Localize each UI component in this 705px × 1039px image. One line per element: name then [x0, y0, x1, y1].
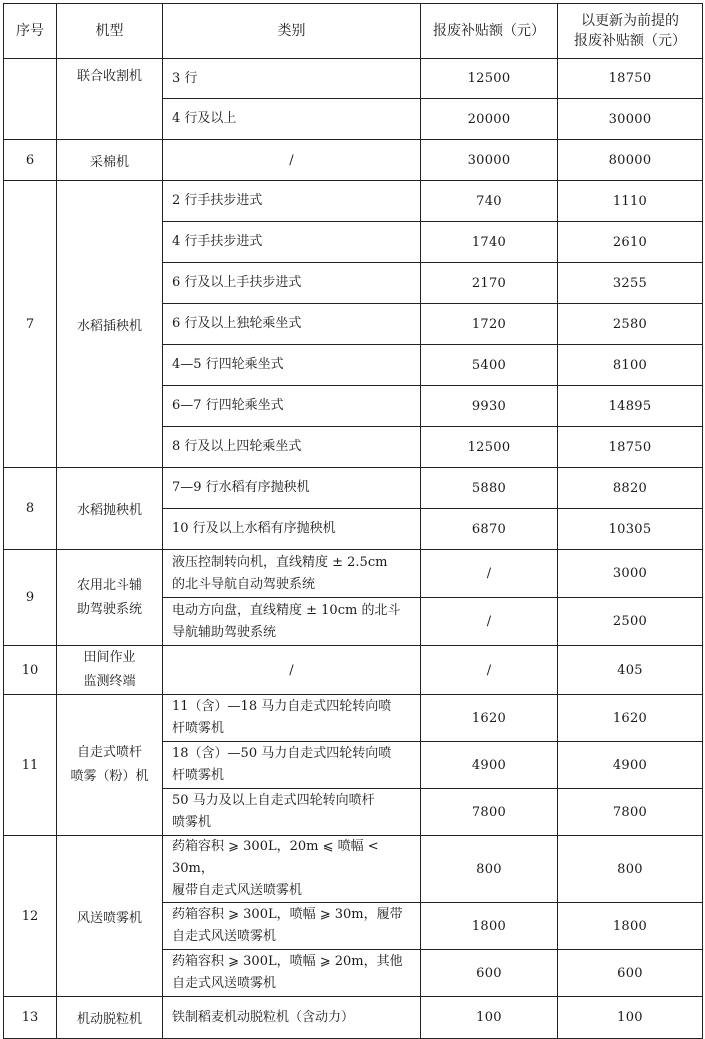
header-scrap-subsidy: 报废补贴额（元）	[421, 4, 558, 59]
scrap-cell: 6870	[421, 509, 558, 550]
category-cell: 10 行及以上水稻有序抛秧机	[163, 509, 421, 550]
renew-cell: 18750	[558, 427, 703, 468]
renew-cell: 14895	[558, 386, 703, 427]
category-line2: 杆喷雾机	[172, 768, 225, 783]
renew-cell: 10305	[558, 509, 703, 550]
category-line2: 杆喷雾机	[172, 721, 225, 736]
machine-line1: 田间作业	[83, 650, 136, 665]
category-line2: 履带自走式风送喷雾机	[172, 883, 303, 898]
category-cell: 4—5 行四轮乘坐式	[163, 345, 421, 386]
category-line1: 药箱容积 ⩾ 300L，20m ⩽ 喷幅 < 30m，	[172, 839, 379, 876]
table-row	[4, 550, 703, 598]
renew-cell: 1110	[558, 181, 703, 222]
category-cell	[163, 903, 421, 950]
seq-cell: 6	[4, 140, 57, 181]
renew-cell: 3255	[558, 263, 703, 304]
renew-cell: 2500	[558, 598, 703, 646]
renew-cell: 100	[558, 997, 703, 1039]
scrap-cell: 12500	[421, 59, 558, 99]
machine-line2: 监测终端	[83, 674, 136, 689]
renew-cell: 800	[558, 836, 703, 903]
renew-cell: 4900	[558, 742, 703, 789]
machine-line2: 喷雾（粉）机	[70, 769, 149, 784]
renew-cell: 2610	[558, 222, 703, 263]
table-row	[4, 140, 703, 181]
scrap-cell: 800	[421, 836, 558, 903]
renew-cell: 1800	[558, 903, 703, 950]
scrap-cell: 9930	[421, 386, 558, 427]
machine-cell: 机动脱粒机	[57, 997, 163, 1039]
scrap-cell: 100	[421, 997, 558, 1039]
scrap-cell: 12500	[421, 427, 558, 468]
machine-line2: 助驾驶系统	[76, 601, 142, 617]
renew-cell: 80000	[558, 140, 703, 181]
renew-cell: 1620	[558, 695, 703, 742]
category-cell	[163, 950, 421, 997]
machine-cell: 联合收割机	[57, 59, 163, 140]
table-row	[4, 181, 703, 222]
scrap-cell: 600	[421, 950, 558, 997]
category-line2: 的北斗导航自动驾驶系统	[172, 576, 316, 592]
machine-cell	[57, 550, 163, 646]
scrap-cell: 2170	[421, 263, 558, 304]
table-row	[4, 468, 703, 509]
scrap-cell: /	[421, 550, 558, 598]
category-cell	[163, 742, 421, 789]
machine-cell: 采棉机	[57, 140, 163, 181]
category-cell	[163, 695, 421, 742]
seq-cell: 11	[4, 695, 57, 836]
header-renew-line1: 以更新为前提的	[581, 13, 679, 29]
category-cell: 8 行及以上四轮乘坐式	[163, 427, 421, 468]
scrap-cell: 740	[421, 181, 558, 222]
seq-cell	[4, 59, 57, 140]
category-cell	[163, 550, 421, 598]
machine-line1: 农用北斗辅	[76, 577, 142, 593]
table-row	[4, 836, 703, 903]
scrap-cell: 1620	[421, 695, 558, 742]
category-cell: /	[163, 140, 421, 181]
category-cell	[163, 789, 421, 836]
category-cell: 4 行及以上	[163, 99, 421, 140]
renew-cell: 8820	[558, 468, 703, 509]
header-renew-line2: 报废补贴额（元）	[574, 33, 686, 49]
header-seq: 序号	[4, 4, 57, 59]
scrap-cell: 1720	[421, 304, 558, 345]
table-row	[4, 997, 703, 1039]
machine-cell	[57, 646, 163, 695]
renew-cell: 8100	[558, 345, 703, 386]
category-cell: 3 行	[163, 59, 421, 99]
seq-cell: 8	[4, 468, 57, 550]
renew-cell: 18750	[558, 59, 703, 99]
category-cell: 铁制稻麦机动脱粒机（含动力）	[163, 997, 421, 1039]
category-cell: 4 行手扶步进式	[163, 222, 421, 263]
header-category: 类别	[163, 4, 421, 59]
table-row	[4, 646, 703, 695]
seq-cell: 9	[4, 550, 57, 646]
seq-cell: 7	[4, 181, 57, 468]
header-row	[4, 4, 703, 59]
machine-cell: 风送喷雾机	[57, 836, 163, 997]
machine-cell: 水稻插秧机	[57, 181, 163, 468]
seq-cell: 10	[4, 646, 57, 695]
scrap-cell: 1800	[421, 903, 558, 950]
renew-cell: 7800	[558, 789, 703, 836]
category-line2: 自走式风送喷雾机	[172, 976, 277, 991]
scrap-cell: 7800	[421, 789, 558, 836]
seq-cell: 12	[4, 836, 57, 997]
category-line1: 药箱容积 ⩾ 300L，喷幅 ⩾ 20m，其他	[172, 954, 403, 969]
machine-cell	[57, 695, 163, 836]
category-cell: 7—9 行水稻有序抛秧机	[163, 468, 421, 509]
subsidy-table	[3, 3, 703, 1039]
category-line1: 50 马力及以上自走式四轮转向喷杆	[172, 793, 375, 808]
category-line2: 自走式风送喷雾机	[172, 929, 277, 944]
category-cell: /	[163, 646, 421, 695]
renew-cell: 2580	[558, 304, 703, 345]
category-cell: 6 行及以上独轮乘坐式	[163, 304, 421, 345]
header-machine: 机型	[57, 4, 163, 59]
renew-cell: 600	[558, 950, 703, 997]
seq-cell: 13	[4, 997, 57, 1039]
renew-cell: 3000	[558, 550, 703, 598]
header-renew-subsidy	[558, 4, 703, 59]
table-row	[4, 59, 703, 99]
category-line1: 18（含）—50 马力自走式四轮转向喷	[172, 746, 392, 761]
category-cell: 6—7 行四轮乘坐式	[163, 386, 421, 427]
machine-line1: 自走式喷杆	[76, 745, 142, 760]
category-cell	[163, 836, 421, 903]
renew-cell: 30000	[558, 99, 703, 140]
scrap-cell: 20000	[421, 99, 558, 140]
scrap-cell: 5400	[421, 345, 558, 386]
renew-cell: 405	[558, 646, 703, 695]
category-line1: 11（含）—18 马力自走式四轮转向喷	[172, 699, 392, 714]
scrap-cell: /	[421, 646, 558, 695]
machine-cell: 水稻抛秧机	[57, 468, 163, 550]
category-line2: 导航辅助驾驶系统	[172, 624, 277, 640]
scrap-cell: 30000	[421, 140, 558, 181]
category-line1: 药箱容积 ⩾ 300L，喷幅 ⩾ 30m，履带	[172, 907, 403, 922]
category-cell	[163, 598, 421, 646]
scrap-cell: 4900	[421, 742, 558, 789]
category-cell: 2 行手扶步进式	[163, 181, 421, 222]
scrap-cell: 5880	[421, 468, 558, 509]
table-row	[4, 695, 703, 742]
category-line1: 电动方向盘，直线精度 ± 10cm 的北斗	[172, 602, 401, 618]
category-line1: 液压控制转向机，直线精度 ± 2.5cm	[172, 554, 388, 570]
scrap-cell: 1740	[421, 222, 558, 263]
category-line2: 喷雾机	[172, 815, 212, 830]
scrap-cell: /	[421, 598, 558, 646]
category-cell: 6 行及以上手扶步进式	[163, 263, 421, 304]
